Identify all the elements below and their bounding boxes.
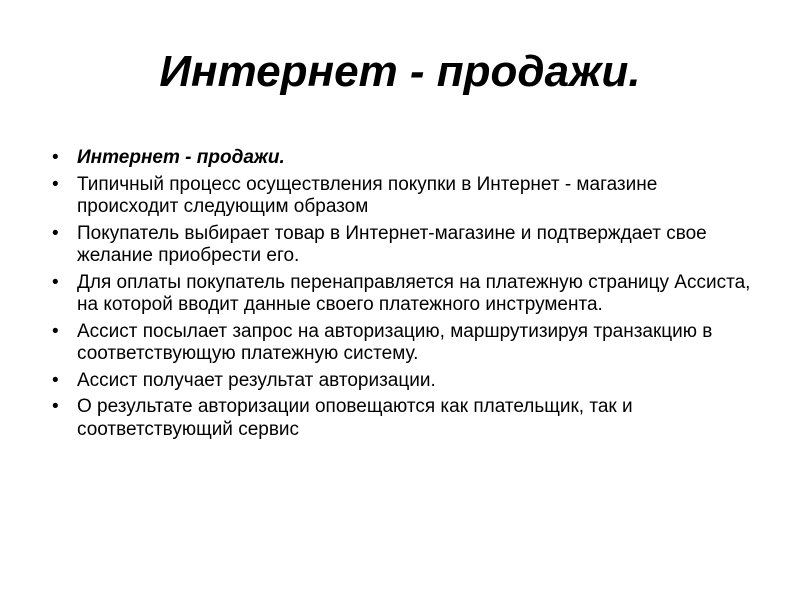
bullet-text: Для оплаты покупатель перенаправляется на платежную страницу Ассиста, на которой вводит данные своего платежного инструмента. — [77, 271, 751, 315]
bullet-dot-icon: • — [52, 147, 59, 168]
bullet-dot-icon: • — [52, 369, 59, 391]
bullet-text: Покупатель выбирает товар в Интернет-магазине и подтверждает свое желание приобрести его. — [77, 222, 707, 266]
bullet-item — [52, 223, 752, 268]
bullet-text: О результате авторизации оповещаются как плательщик, так и соответствующий сервис — [77, 396, 633, 440]
bullet-item — [52, 174, 752, 219]
bullet-list — [52, 147, 752, 445]
bullet-dot-icon: • — [52, 396, 59, 417]
bullet-text: Ассист посылает запрос на авторизацию, маршрутизируя транзакцию в соответствующую платежную систему. — [77, 320, 713, 364]
bullet-dot-icon: • — [52, 320, 59, 342]
bullet-item — [52, 321, 752, 366]
bullet-item — [52, 147, 752, 170]
bullet-text: Ассист получает результат авторизации. — [77, 369, 436, 391]
bullet-text: Типичный процесс осуществления покупки в Интернет - магазине происходит следующим образом — [77, 173, 658, 217]
bullet-dot-icon: • — [52, 271, 59, 293]
bullet-dot-icon: • — [52, 222, 59, 244]
bullet-dot-icon: • — [52, 173, 59, 195]
bullet-item — [52, 370, 752, 393]
slide-title: Интернет - продажи. — [159, 47, 641, 96]
bullet-item — [52, 272, 752, 317]
bullet-text: Интернет - продажи. — [77, 147, 285, 168]
bullet-item — [52, 396, 752, 441]
